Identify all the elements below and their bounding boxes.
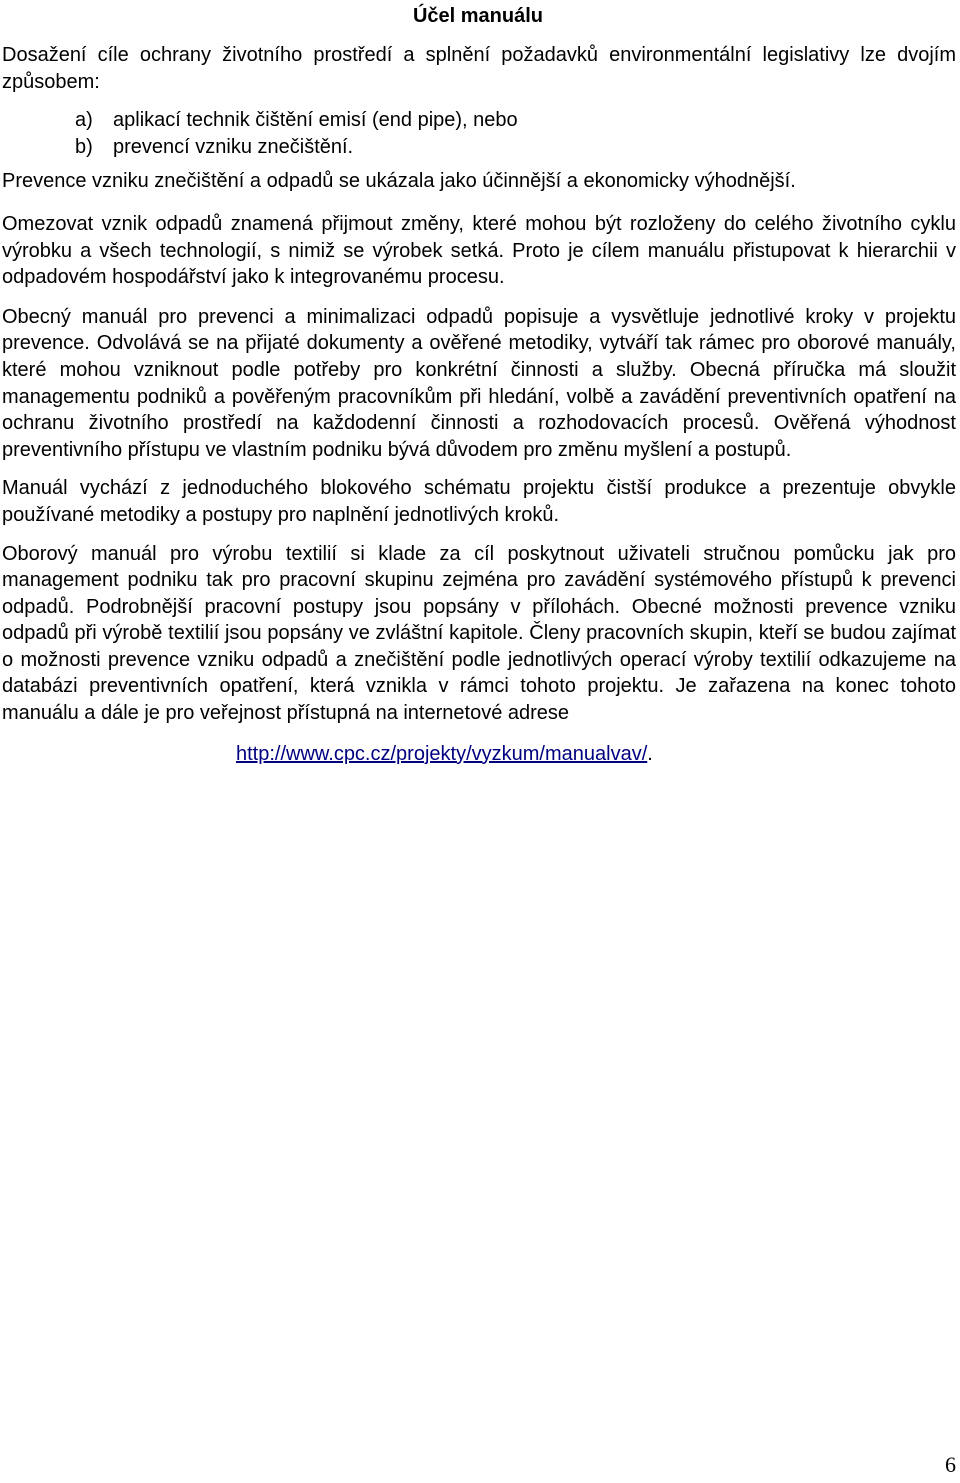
general-manual-paragraph: Obecný manuál pro prevenci a minimalizaci odpadů popisuje a vysvětluje jednotlivé kroky v projektu prevence. Odvolává se na přijaté dokumenty a ověřené metodiky, vytváří tak rámec pro oborové manuály, které mohou vzniknout podle potřeby pro konkrétní činnosti a služby. Obecná příručka má sloužit managementu podniků a pověřeným pracovníkům při hledání, volbě a zavádění preventivních opatření na ochranu životního prostředí na každodenní činnosti a rozhodovacích procesů. Ověřená výhodnost preventivního přístupu ve vlastním podniku bývá důvodem pro změnu myšlení a postupů. [2,305,956,461]
link-suffix: . [647,742,653,765]
list-item-text: prevencí vzniku znečištění. [113,135,354,158]
list-marker: b) [75,135,93,158]
manual-basis-paragraph: Manuál vychází z jednoduchého blokového schématu projektu čistší produkce a prezentuje obvykle používané metodiky a postupy pro naplnění jednotlivých kroků. [2,477,956,526]
list-item [75,107,956,134]
list-marker: a) [75,109,93,132]
database-link[interactable]: http://www.cpc.cz/projekty/vyzkum/manualvav/ [236,742,648,765]
sector-manual-paragraph: Oborový manuál pro výrobu textilií si klade za cíl poskytnout uživateli stručnou pomůcku jak pro management podniku tak pro pracovní skupinu zejména pro zavádění systémového přístupů k prevenci odpadů. Podrobnější pracovní postupy jsou popsány v přílohách. Obecné možnosti prevence vzniku odpadů při výrobě textilií jsou popsány ve zvláštní kapitole. Členy pracovních skupin, kteří se budou zajímat o možnosti prevence vzniku odpadů a znečištění podle jednotlivých operací výroby textilií odkazujeme na databázi preventivních opatření, která vznikla v rámci tohoto projektu. Je zařazena na konec tohoto manuálu a dále je pro veřejnost přístupná na internetové adrese [2,542,956,725]
intro-paragraph: Dosažení cíle ochrany životního prostředí a splnění požadavků environmentální legislativy lze dvojím způsobem: [2,44,956,93]
prevention-paragraph: Prevence vzniku znečištění a odpadů se ukázala jako účinnější a ekonomicky výhodnější. [2,170,796,193]
waste-reduction-paragraph: Omezovat vznik odpadů znamená přijmout změny, které mohou být rozloženy do celého životního cyklu výrobku a všech technologií, s nimiž se výrobek setká. Proto je cílem manuálu přistupovat k hierarchii v odpadovém hospodářství jako k integrovanému procesu. [2,212,956,289]
methods-list [75,107,956,160]
link-line [2,741,956,768]
list-item [75,134,956,161]
document-body [2,42,956,767]
list-item-text: aplikací technik čištění emisí (end pipe), nebo [113,109,518,132]
page-title: Účel manuálu [412,5,544,27]
page-number: 6 [945,1452,956,1477]
